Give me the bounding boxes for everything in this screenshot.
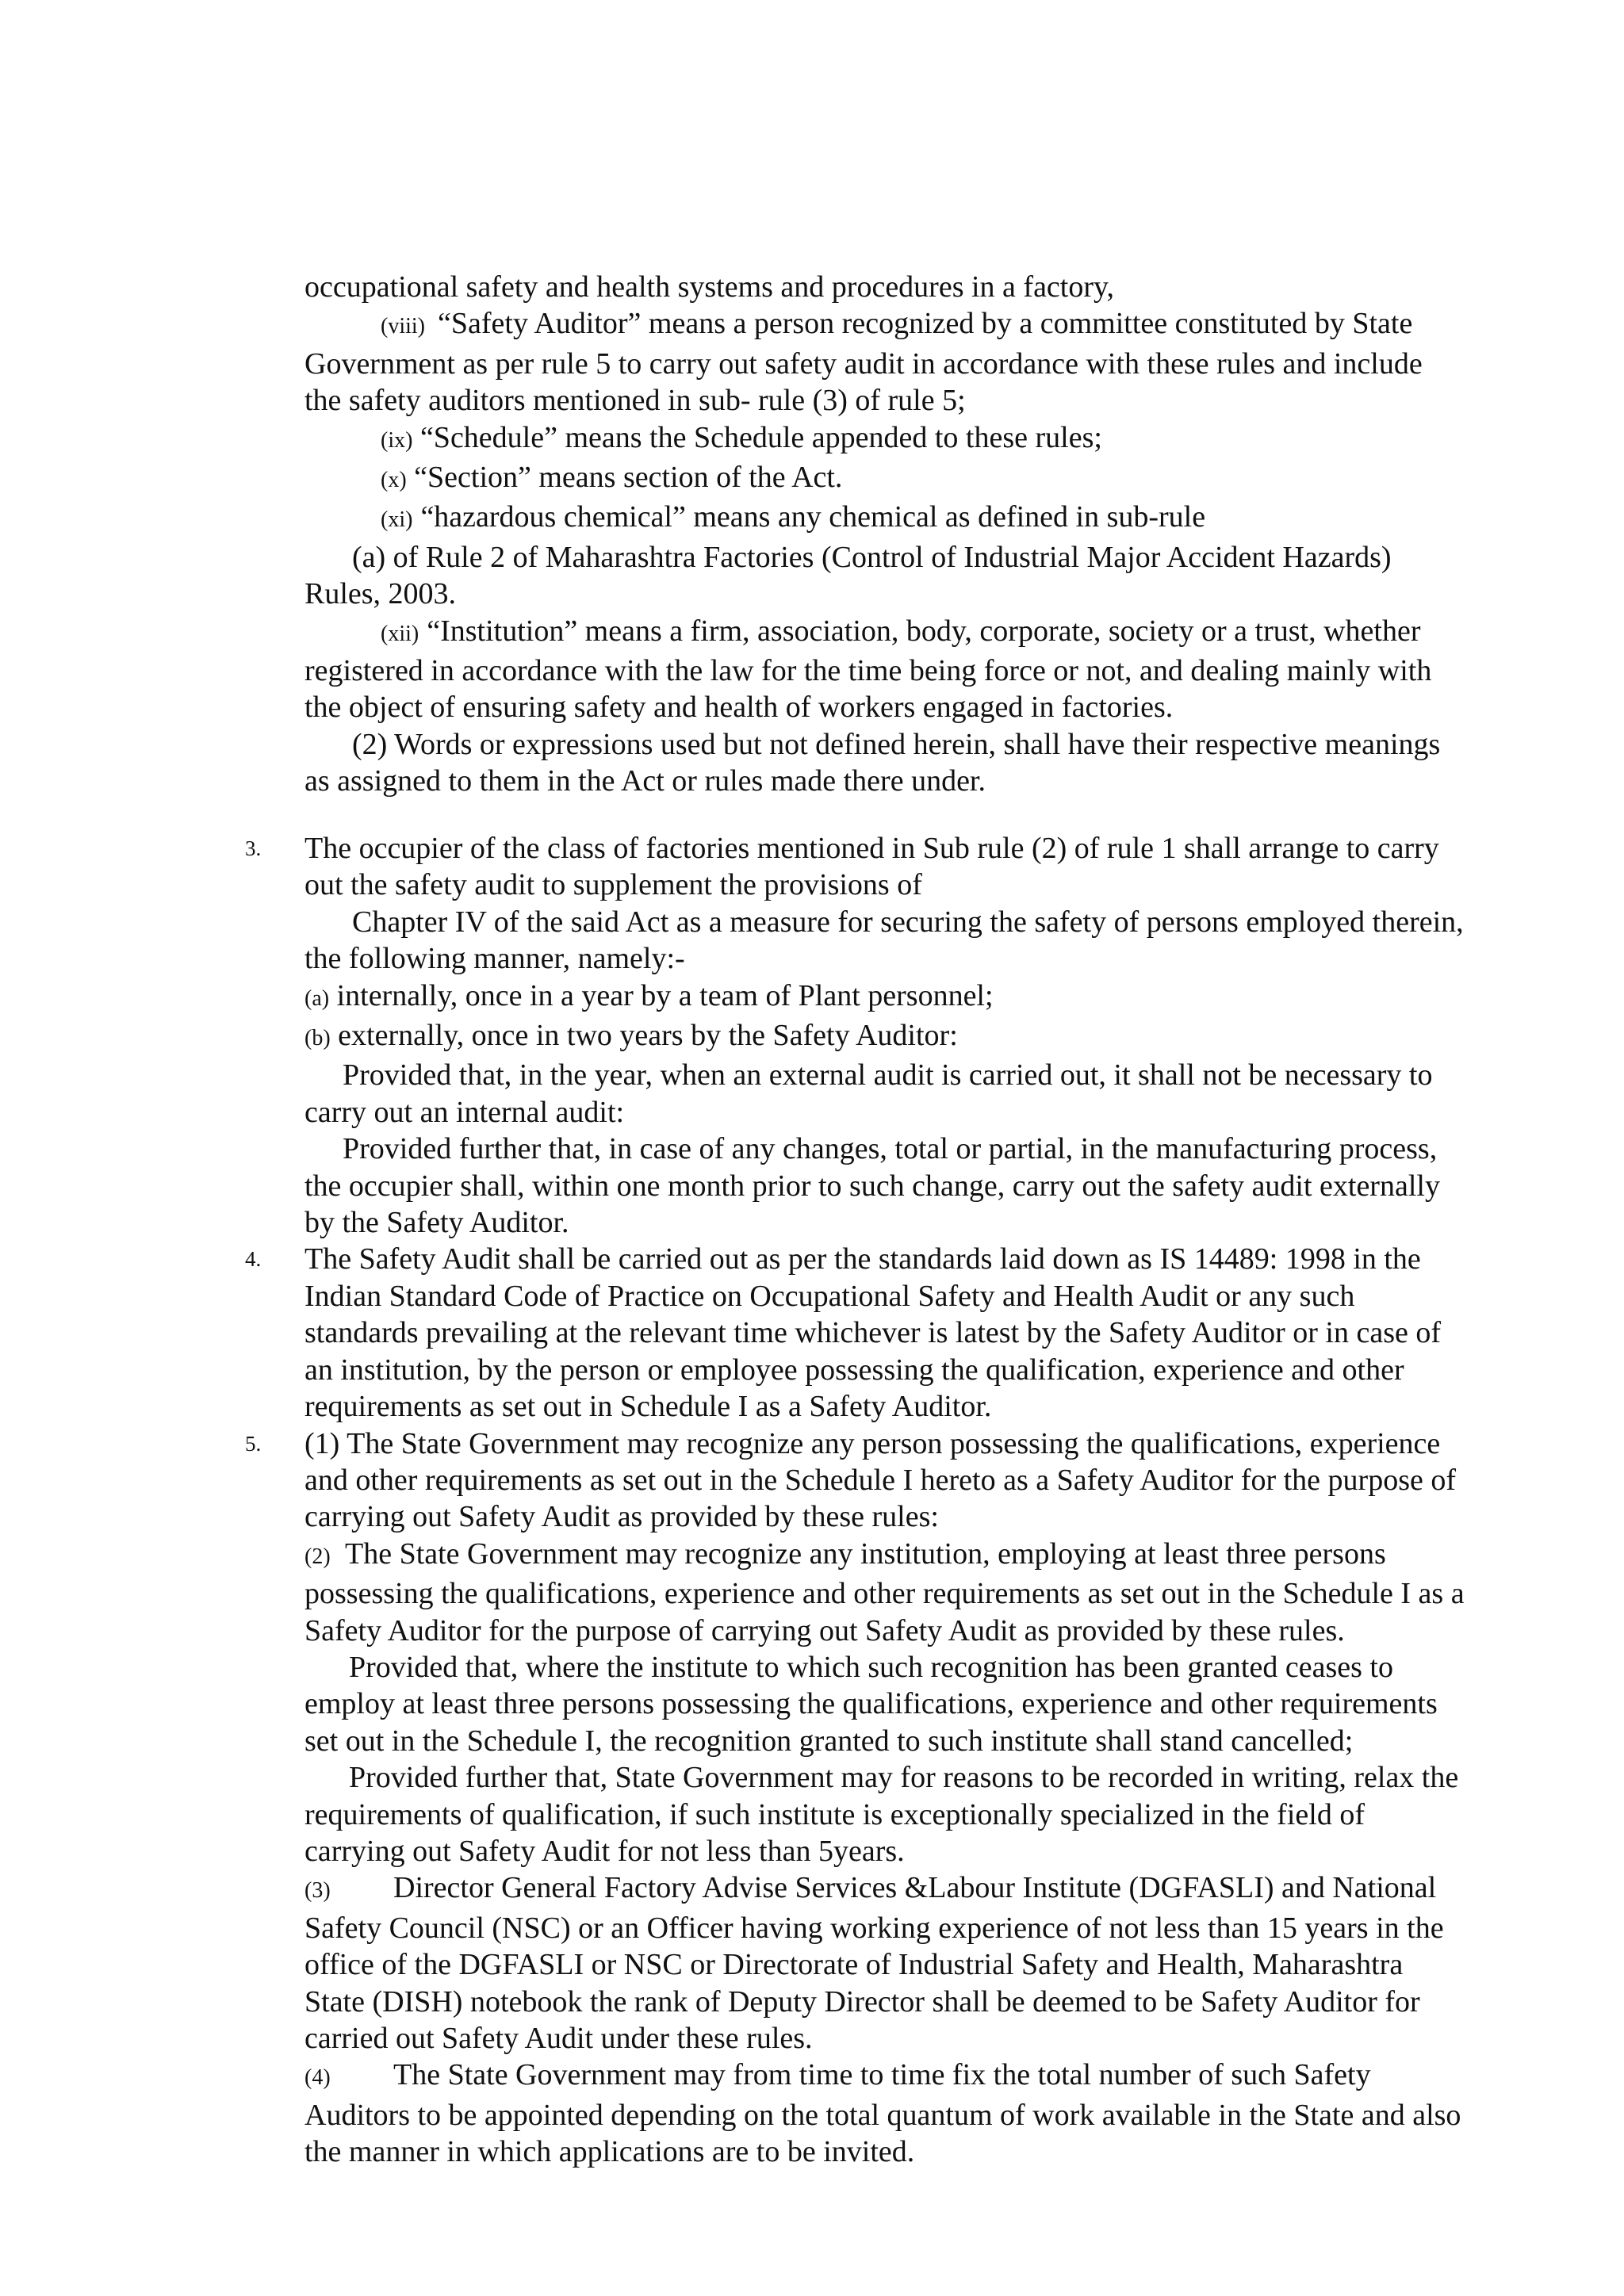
text-line: employ at least three persons possessing the qualifications, experience and other requirements: [304, 1687, 1438, 1721]
text-line: carrying out Safety Audit as provided by these rules:: [304, 1500, 939, 1534]
rule-5-sub-2: (2) The State Government may recognize any institution, employing at least three persons: [304, 1536, 1386, 1571]
rule-4: 4. The Safety Audit shall be carried out as per the standards laid down as IS 14489: 1998 in the: [304, 1241, 1549, 1277]
text-line: standards prevailing at the relevant time whichever is latest by the Safety Auditor or in case of: [304, 1316, 1441, 1350]
definitions-block: [304, 269, 1549, 800]
text-line: and other requirements as set out in the Schedule I hereto as a Safety Auditor for the purpose of: [304, 1463, 1457, 1497]
rule-5: 5. (1) The State Government may recognize any person possessing the qualifications, experience: [304, 1425, 1549, 1462]
definition-xi: (xi) “hazardous chemical” means any chemical as defined in sub-rule: [381, 500, 1206, 534]
clause-marker: (viii): [381, 314, 425, 339]
clause-marker: (xi): [381, 507, 413, 533]
text-line: the object of ensuring safety and health of workers engaged in factories.: [304, 691, 1174, 725]
clause-marker: (x): [381, 468, 407, 493]
text-line: requirements as set out in Schedule I as a Safety Auditor.: [304, 1390, 992, 1424]
rule-number: 5.: [245, 1431, 262, 1456]
rule-5-proviso-1: Provided that, where the institute to which such recognition has been granted ceases to: [349, 1650, 1393, 1684]
text-line: out the safety audit to supplement the provisions of: [304, 868, 922, 902]
text-line: Safety Council (NSC) or an Officer having working experience of not less than 15 years in the: [304, 1911, 1444, 1945]
text-line: carry out an internal audit:: [304, 1095, 625, 1129]
text-line: Indian Standard Code of Practice on Occupational Safety and Health Audit or any such: [304, 1279, 1355, 1313]
clause-marker: (a): [304, 985, 330, 1011]
rule-number: 3.: [245, 836, 262, 860]
clause-marker: (ix): [381, 427, 413, 453]
text-line: carried out Safety Audit under these rules.: [304, 2022, 813, 2055]
text-line: Government as per rule 5 to carry out safety audit in accordance with these rules and include: [304, 346, 1423, 381]
text-line: the manner in which applications are to be invited.: [304, 2135, 915, 2169]
text-line: registered in accordance with the law for the time being force or not, and dealing mainly with: [304, 654, 1432, 688]
text-line: an institution, by the person or employee possessing the qualification, experience and other: [304, 1353, 1404, 1387]
clause-marker: (xii): [381, 621, 419, 646]
text-line: (a) of Rule 2 of Maharashtra Factories (Control of Industrial Major Accident Hazards): [352, 540, 1392, 574]
text-line: Chapter IV of the said Act as a measure for securing the safety of persons employed therein,: [352, 905, 1464, 939]
clause-marker: (2): [304, 1544, 331, 1569]
text-line: State (DISH) notebook the rank of Deputy Director shall be deemed to be Safety Auditor for: [304, 1984, 1420, 2019]
text-line: as assigned to them in the Act or rules made there under.: [304, 764, 986, 798]
text-line: carrying out Safety Audit for not less than 5years.: [304, 1834, 905, 1868]
rule-5-sub-4: (4) The State Government may from time to time fix the total number of such Safety: [304, 2058, 1371, 2092]
definition-x: (x) “Section” means section of the Act.: [381, 461, 843, 495]
definition-xii: (xii) “Institution” means a firm, association, body, corporate, society or a trust, whether: [381, 614, 1421, 648]
rule-3: 3. The occupier of the class of factories mentioned in Sub rule (2) of rule 1 shall arrange to carry: [304, 830, 1549, 867]
text-line: the occupier shall, within one month prior to such change, carry out the safety audit externally: [304, 1169, 1440, 1203]
text-line: Auditors to be appointed depending on the total quantum of work available in the State and also: [304, 2098, 1461, 2132]
rule-5-sub-3: (3) Director General Factory Advise Services &Labour Institute (DGFASLI) and National: [304, 1871, 1437, 1905]
rule-3-proviso-1: Provided that, in the year, when an external audit is carried out, it shall not be necessary to: [343, 1058, 1433, 1093]
rules-block: [245, 830, 1549, 2171]
text-line: Rules, 2003.: [304, 577, 457, 611]
text-line: Safety Auditor for the purpose of carrying out Safety Audit as provided by these rules.: [304, 1613, 1345, 1647]
rule-number: 4.: [245, 1247, 262, 1272]
definition-viii: (viii) “Safety Auditor” means a person recognized by a committee constituted by State: [381, 307, 1413, 341]
text-line: set out in the Schedule I, the recognition granted to such institute shall stand cancelled;: [304, 1724, 1354, 1758]
text-line: possessing the qualifications, experience and other requirements as set out in the Schedule I as a: [304, 1577, 1465, 1611]
text-line: requirements of qualification, if such institute is exceptionally specialized in the field of: [304, 1797, 1365, 1831]
text-line: office of the DGFASLI or NSC or Directorate of Industrial Safety and Health, Maharashtra: [304, 1948, 1404, 1982]
text-line: occupational safety and health systems and procedures in a factory,: [304, 270, 1115, 304]
rule-3-clause-a: (a) internally, once in a year by a team of Plant personnel;: [304, 978, 994, 1012]
text-line: the safety auditors mentioned in sub- rule (3) of rule 5;: [304, 384, 966, 418]
text-line: the following manner, namely:-: [304, 942, 685, 976]
rule-3-clause-b: (b) externally, once in two years by the Safety Auditor:: [304, 1019, 958, 1053]
clause-marker: (4): [304, 2065, 331, 2091]
clause-marker: (3): [304, 1878, 331, 1904]
text-line: by the Safety Auditor.: [304, 1206, 569, 1240]
rule-3-proviso-2: Provided further that, in case of any changes, total or partial, in the manufacturing process,: [343, 1132, 1438, 1166]
sub-rule-2: (2) Words or expressions used but not defined herein, shall have their respective meanings: [352, 727, 1441, 761]
rule-5-proviso-2: Provided further that, State Government may for reasons to be recorded in writing, relax the: [349, 1761, 1459, 1795]
definition-ix: (ix) “Schedule” means the Schedule appended to these rules;: [381, 420, 1102, 454]
clause-marker: (b): [304, 1026, 331, 1051]
